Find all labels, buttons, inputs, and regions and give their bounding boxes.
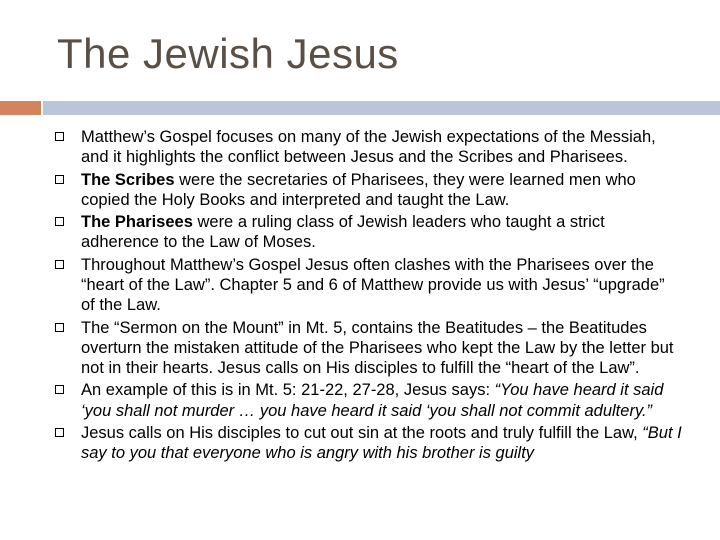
- bullet-text: were a ruling class of Jewish leaders who taught a strict adherence to the Law of Moses.: [81, 213, 605, 252]
- accent-bar: [0, 101, 41, 115]
- square-bullet-icon: [55, 132, 64, 141]
- bullet-item: [52, 423, 682, 463]
- bullet-item: [52, 170, 682, 210]
- bullet-text: Jesus calls on His disciples to cut out sin at the roots and truly fulfill the Law,: [81, 423, 643, 442]
- bullet-list: [52, 127, 682, 466]
- bullet-text: Matthew’s Gospel focuses on many of the Jewish expectations of the Messiah, and it highlights the conflict between Jesus and the Scribes and Pharisees.: [81, 128, 656, 167]
- bullet-text: were the secretaries of Pharisees, they were learned men who copied the Holy Books and interpreted and taught the Law.: [81, 170, 636, 209]
- square-bullet-icon: [55, 260, 64, 269]
- square-bullet-icon: [55, 175, 64, 184]
- bullet-lead: The Pharisees: [81, 213, 193, 232]
- bullet-text: Throughout Matthew’s Gospel Jesus often clashes with the Pharisees over the “heart of the Law”. Chapter 5 and 6 of Matthew provide us with Jesus’ “upgrade” of the Law.: [81, 255, 665, 315]
- bullet-item: [52, 255, 682, 316]
- bullet-item: [52, 318, 682, 379]
- bullet-item: [52, 380, 682, 420]
- bullet-item: [52, 212, 682, 252]
- bullet-text: The “Sermon on the Mount” in Mt. 5, contains the Beatitudes – the Beatitudes overturn the mistaken attitude of the Pharisees who kept the Law by the letter but not in their hearts. Jesus calls on His disciples to fulfill the “heart of the Law”.: [81, 318, 674, 377]
- square-bullet-icon: [55, 217, 64, 226]
- bullet-text: An example of this is in Mt. 5: 21-22, 27-28, Jesus says:: [81, 381, 495, 400]
- square-bullet-icon: [55, 323, 64, 332]
- slide-title: The Jewish Jesus: [57, 30, 399, 77]
- bullet-quote: “But I say to you that everyone who is angry with his brother is guilty: [81, 423, 682, 463]
- square-bullet-icon: [55, 428, 64, 437]
- bullet-lead: The Scribes: [81, 170, 175, 189]
- square-bullet-icon: [55, 385, 64, 394]
- divider-bar: [43, 101, 720, 115]
- bullet-item: [52, 127, 682, 167]
- bullet-quote: “You have heard it said ‘you shall not murder … you have heard it said ‘you shall not commit adultery.”: [81, 381, 664, 420]
